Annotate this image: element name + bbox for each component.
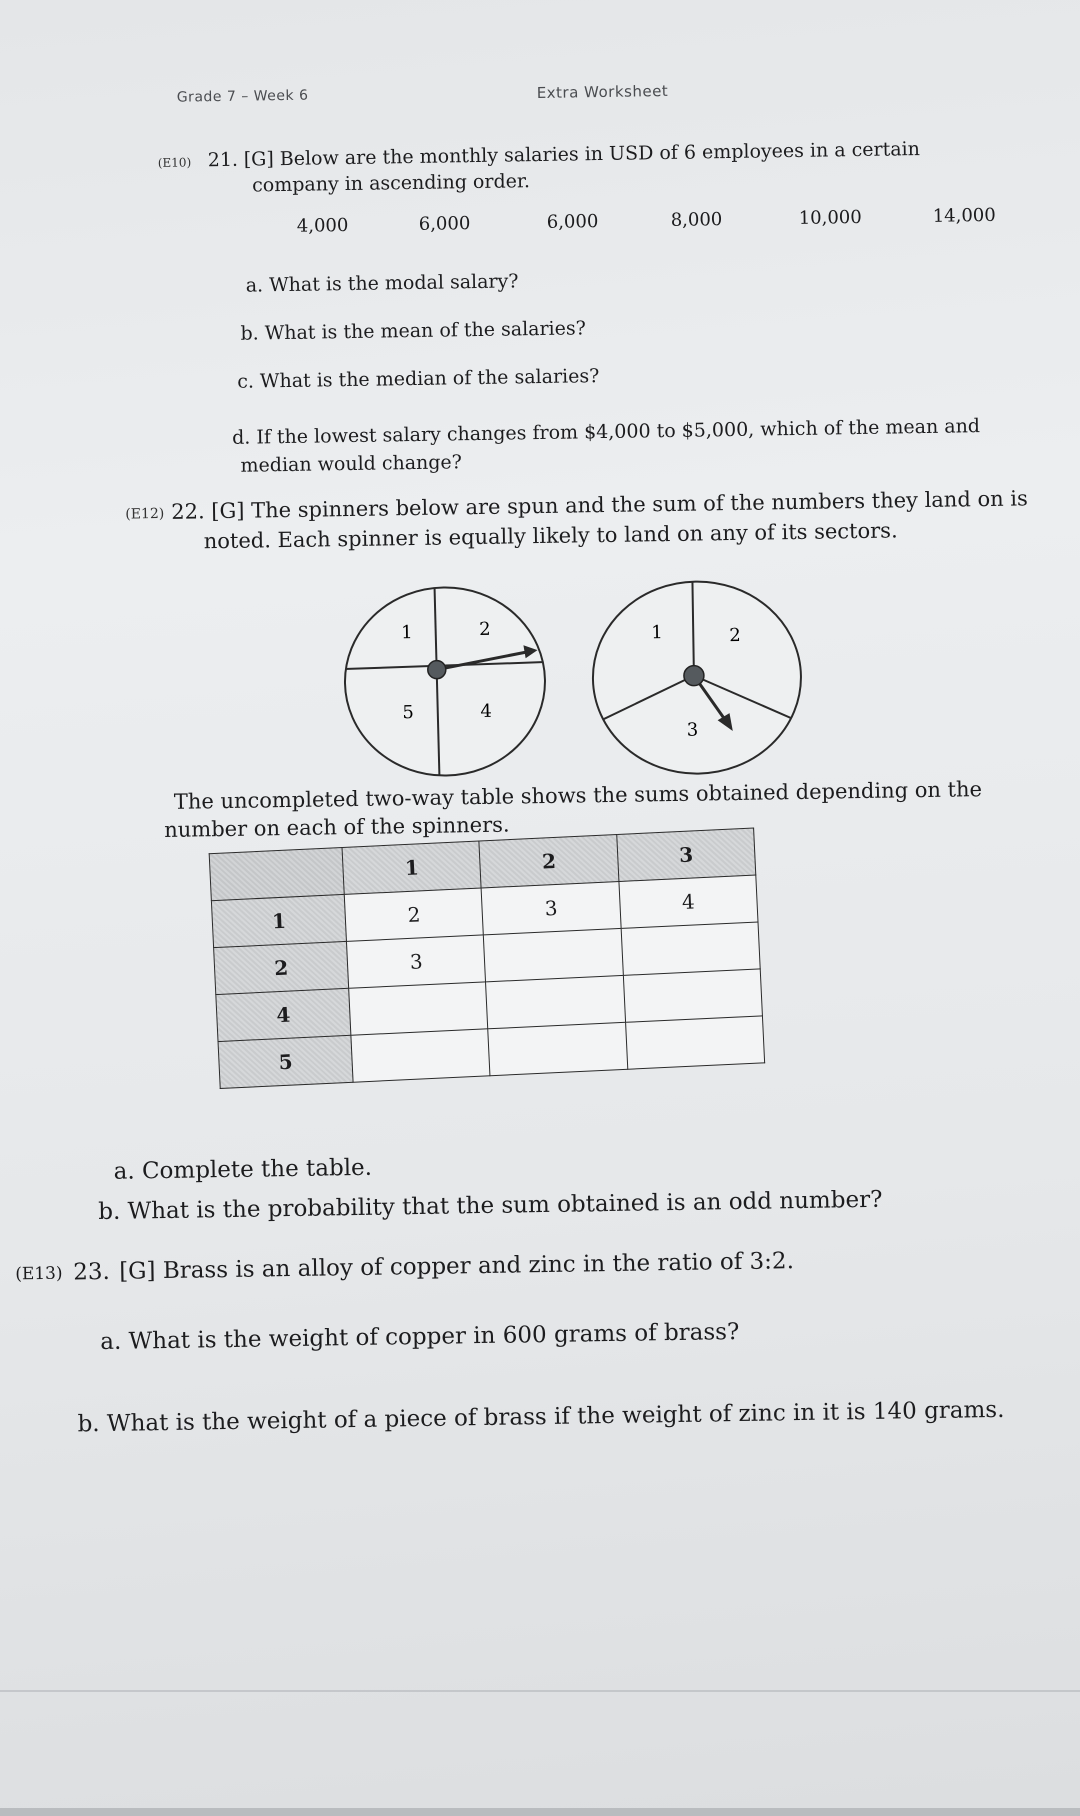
table-cell-empty — [349, 982, 488, 1035]
table-cell-empty — [621, 922, 760, 975]
question-21d-line1: d. If the lowest salary changes from $4,000 to $5,000, which of the mean and — [231, 415, 981, 449]
question-21d-line2: median would change? — [240, 451, 463, 477]
two-way-table — [209, 828, 766, 1089]
table-cell-empty — [623, 969, 762, 1022]
spinner-2 — [584, 574, 809, 781]
question-23b: b. What is the weight of a piece of brass if the weight of zinc in it is 140 grams. — [77, 1396, 1005, 1438]
spinner-1 — [338, 582, 551, 781]
question-23-text: [G] Brass is an alloy of copper and zinc in the ratio of 3:2. — [119, 1248, 795, 1285]
question-21-code: (E10) — [157, 155, 192, 170]
question-22-text-line1: [G] The spinners below are spun and the sum of the numbers they land on is — [211, 486, 1028, 524]
question-21-number: 21. — [207, 148, 239, 172]
table-cell-empty — [625, 1016, 764, 1069]
table-col-header: 1 — [342, 841, 481, 894]
table-row-header: 5 — [218, 1035, 353, 1088]
table-cell-empty — [486, 975, 625, 1028]
salary-value: 10,000 — [798, 206, 862, 229]
salary-value: 4,000 — [296, 215, 349, 237]
salary-value: 6,000 — [546, 211, 599, 233]
grade-week-label: Grade 7 – Week 6 — [176, 87, 309, 106]
question-21c: c. What is the median of the salaries? — [237, 365, 600, 393]
table-intro-line1: The uncompleted two-way table shows the sums obtained depending on the — [173, 777, 983, 814]
question-23a: a. What is the weight of copper in 600 grams of brass? — [100, 1318, 740, 1356]
question-21a: a. What is the modal salary? — [245, 270, 519, 297]
table-cell: 3 — [482, 881, 621, 934]
salary-value: 8,000 — [670, 209, 723, 231]
spinner-2-label: 1 — [651, 622, 663, 644]
table-cell: 3 — [347, 935, 486, 988]
spinner-1-label: 4 — [480, 700, 493, 722]
question-22a: a. Complete the table. — [113, 1154, 373, 1185]
spinner-2-label: 2 — [729, 624, 741, 647]
table-cell: 4 — [619, 875, 758, 928]
table-intro-line2: number on each of the spinners. — [164, 812, 510, 842]
question-22b: b. What is the probability that the sum obtained is an odd number? — [98, 1186, 883, 1226]
table-corner-cell — [209, 847, 344, 900]
table-row-header: 1 — [211, 894, 346, 947]
table-row-header: 2 — [214, 941, 349, 994]
question-21-text-line2: company in ascending order. — [251, 170, 531, 197]
table-cell-empty — [351, 1029, 490, 1082]
worksheet-title: Extra Worksheet — [536, 81, 669, 103]
table-cell: 2 — [344, 888, 483, 941]
spinner-1-label: 1 — [401, 622, 413, 644]
question-23-number: 23. — [73, 1258, 110, 1286]
question-22-code: (E12) — [125, 505, 165, 523]
spinner-1-label: 5 — [402, 702, 415, 724]
salary-value: 14,000 — [932, 204, 996, 227]
question-21-text-line1: [G] Below are the monthly salaries in USD of 6 employees in a certain — [243, 138, 921, 171]
question-21b: b. What is the mean of the salaries? — [240, 317, 587, 345]
question-23-code: (E13) — [15, 1263, 63, 1285]
question-22-number: 22. — [171, 499, 205, 524]
question-22-text-line2: noted. Each spinner is equally likely to land on any of its sectors. — [203, 518, 898, 554]
table-cell-empty — [488, 1022, 627, 1075]
spinner-2-label: 3 — [686, 719, 699, 741]
table-row-header: 4 — [216, 988, 351, 1041]
spinner-1-label: 2 — [479, 618, 491, 640]
table-col-header: 2 — [479, 835, 618, 888]
salary-value: 6,000 — [418, 213, 471, 235]
table-col-header: 3 — [616, 828, 755, 881]
table-cell-empty — [484, 928, 623, 981]
